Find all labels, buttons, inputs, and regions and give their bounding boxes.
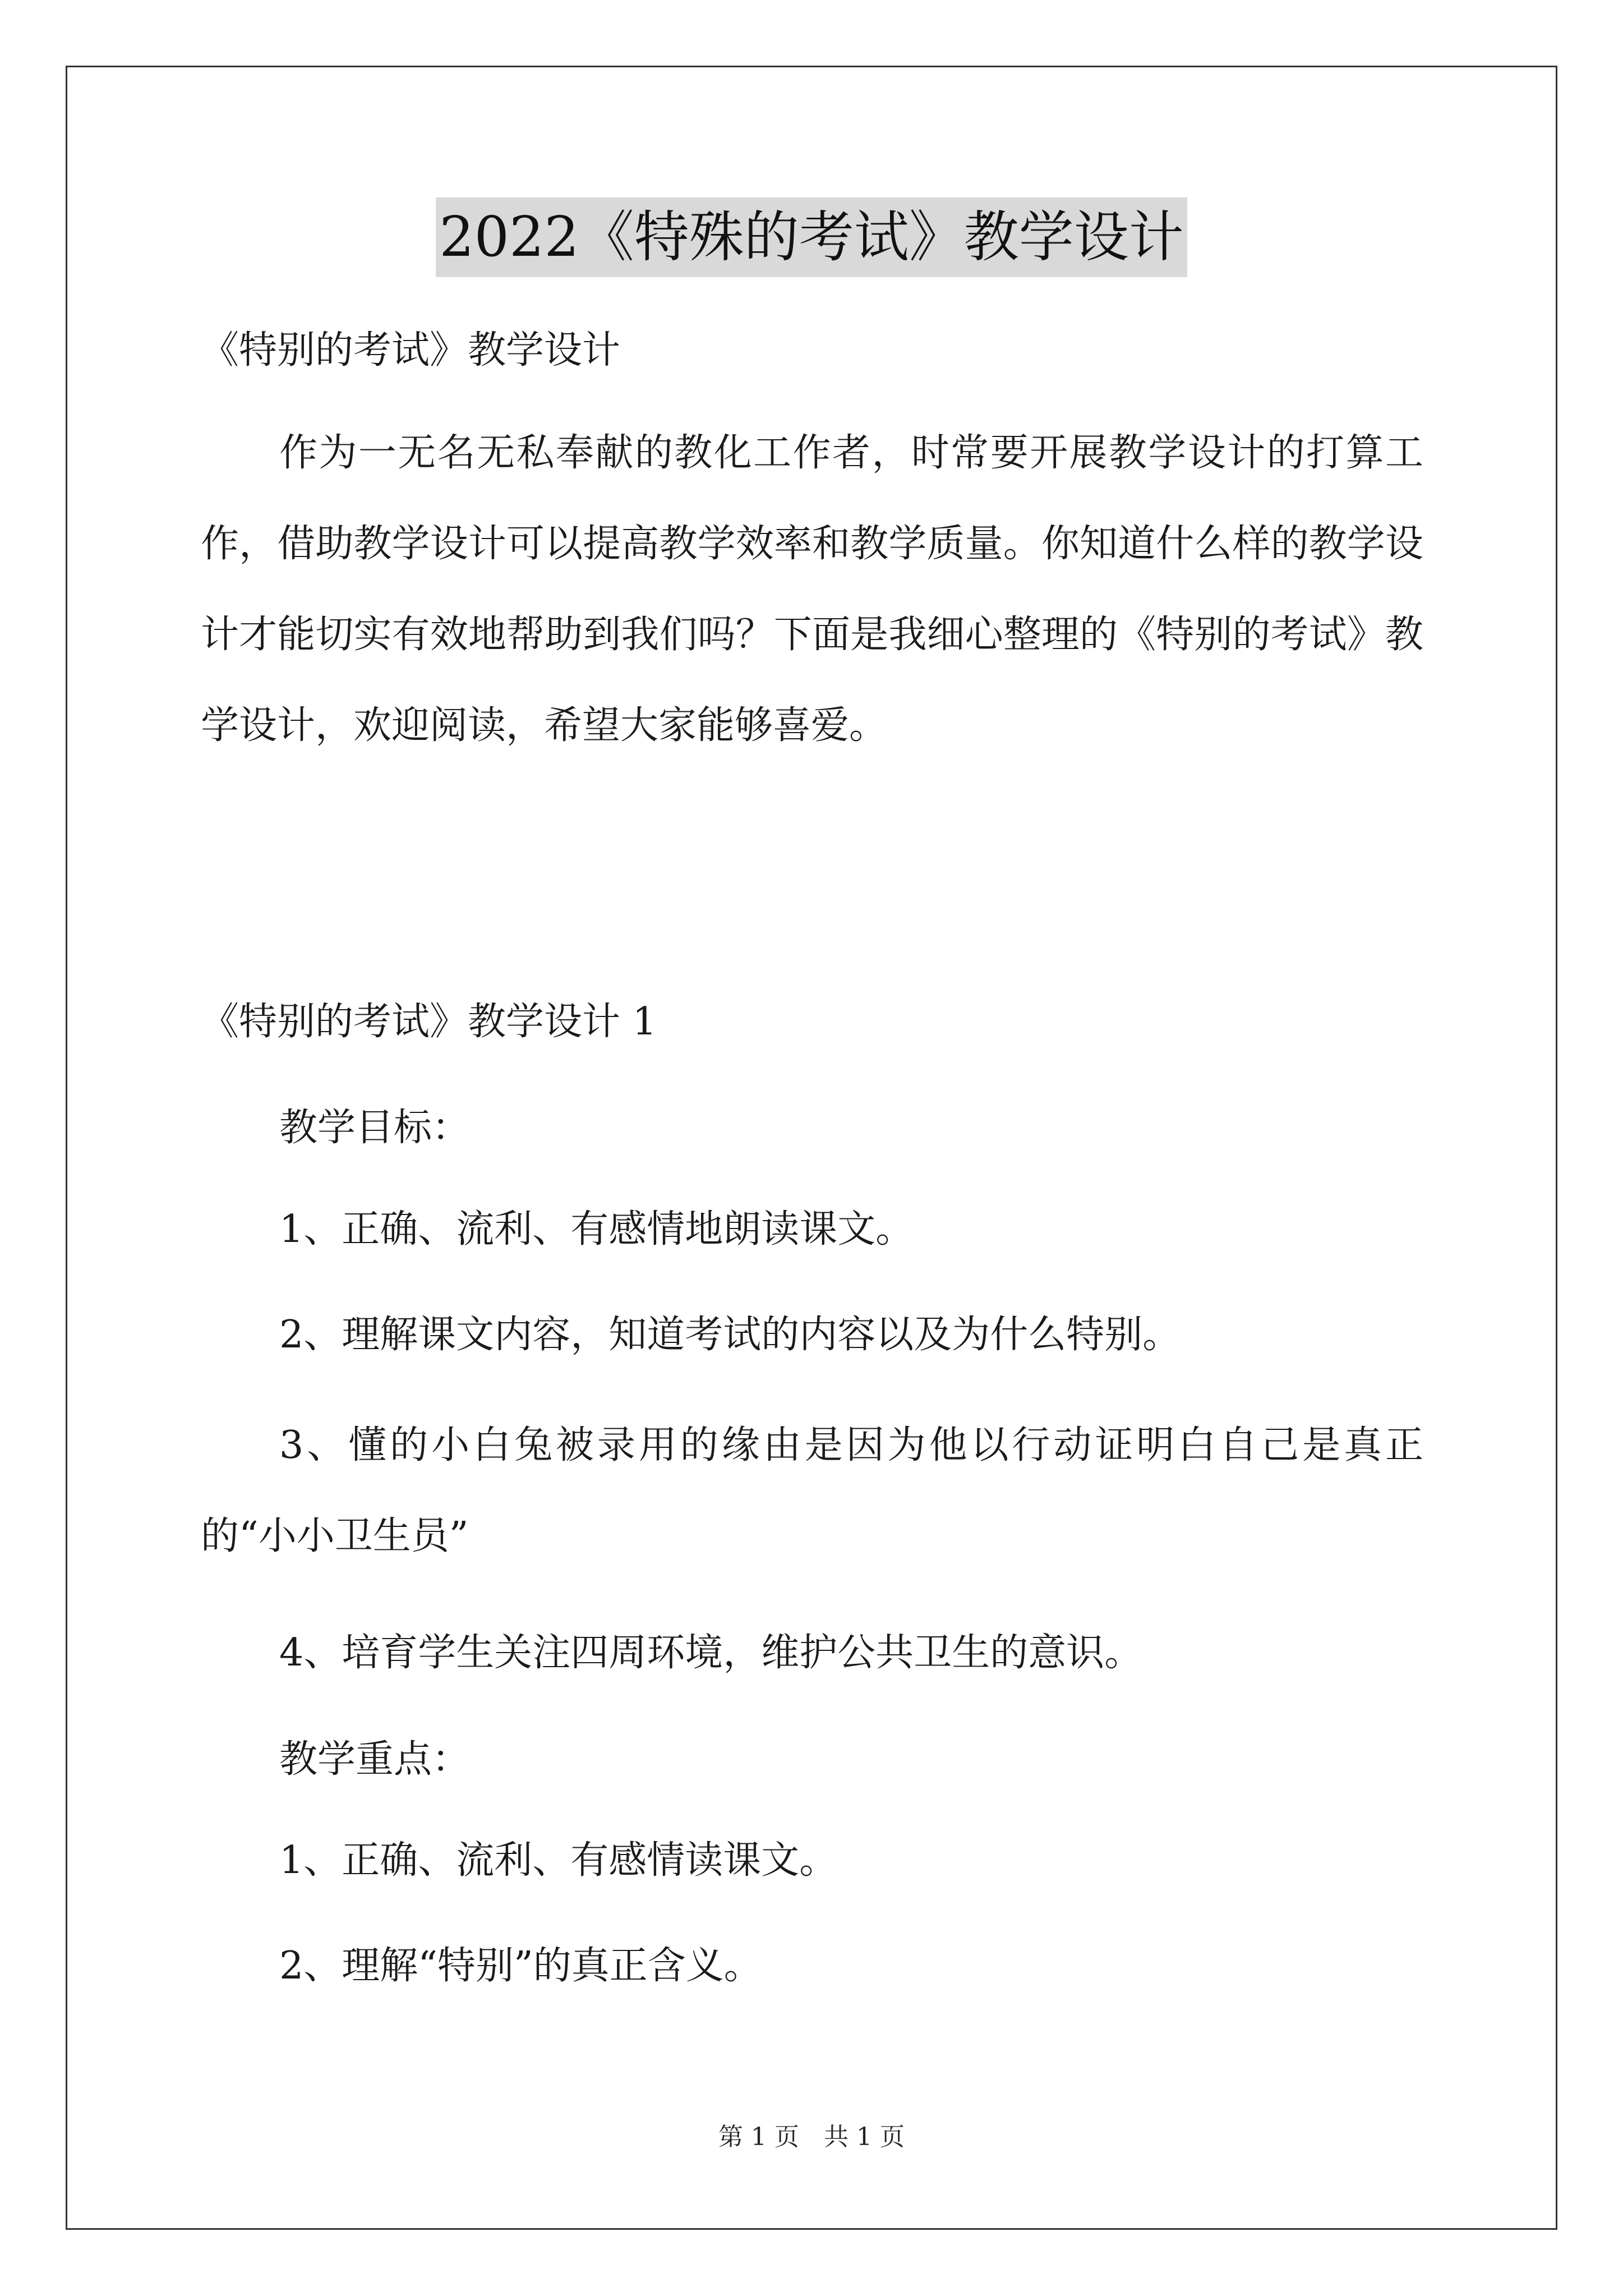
document-title: 2022《特殊的考试》教学设计 <box>436 197 1187 277</box>
key-points-label: 教学重点： <box>279 1737 471 1782</box>
page-number: 第 1 页 共 1 页 <box>718 2123 905 2151</box>
goals-label: 教学目标： <box>279 1106 471 1150</box>
title-container <box>0 197 1623 277</box>
key-point-2: 2、理解“特别”的真正含义。 <box>279 1944 762 1988</box>
subtitle: 《特别的考试》教学设计 <box>201 328 621 372</box>
intro-paragraph: 作为一无名无私奉献的教化工作者，时常要开展教学设计的打算工作，借助教学设计可以提高教学效率和教学质量。你知道什么样的教学设计才能切实有效地帮助到我们吗？下面是我细心整理的《特别的考试》教学设计，欢迎阅读，希望大家能够喜爱。 <box>201 431 1423 748</box>
section-heading: 《特别的考试》教学设计 1 <box>201 1000 657 1044</box>
goal-item-4: 4、培育学生关注四周环境，维护公共卫生的意识。 <box>279 1631 1143 1675</box>
goal-item-1: 1、正确、流利、有感情地朗读课文。 <box>279 1207 914 1251</box>
key-point-1: 1、正确、流利、有感情读课文。 <box>279 1838 838 1883</box>
goal-item-2: 2、理解课文内容，知道考试的内容以及为什么特别。 <box>279 1313 1181 1357</box>
goal-item-3: 3、懂的小白兔被录用的缘由是因为他以行动证明白自己是真正的“小小卫生员” <box>201 1423 1423 1558</box>
